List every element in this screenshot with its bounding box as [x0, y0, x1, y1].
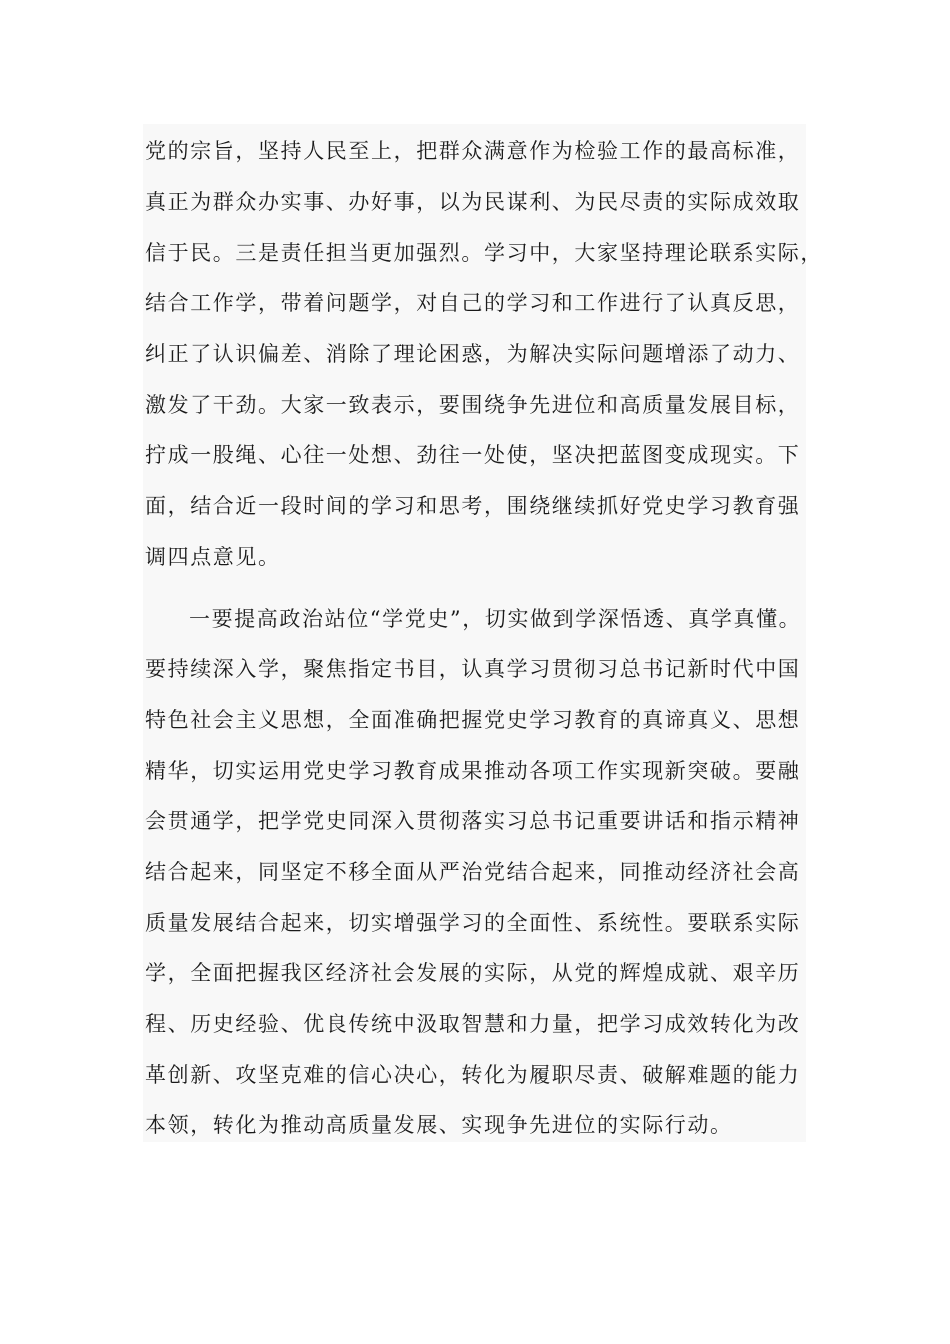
- text-line: 特色社会主义思想，全面准确把握党史学习教育的真谛真义、思想: [145, 708, 801, 732]
- text-block: [143, 124, 823, 1142]
- text-line: 面，结合近一段时间的学习和思考，围绕继续抓好党史学习教育强: [145, 494, 801, 518]
- text-line: 一要提高政治站位“学党史”，切实做到学深悟透、真学真懂。: [189, 607, 802, 631]
- text-line: 本领，转化为推动高质量发展、实现争先进位的实际行动。: [145, 1113, 733, 1137]
- text-line: 纠正了认识偏差、消除了理论困惑，为解决实际问题增添了动力、: [145, 342, 801, 366]
- text-line: 调四点意见。: [145, 545, 281, 569]
- text-line: 会贯通学，把学党史同深入贯彻落实习总书记重要讲话和指示精神: [145, 809, 801, 833]
- text-line: 革创新、攻坚克难的信心决心，转化为履职尽责、破解难题的能力: [145, 1063, 801, 1087]
- text-line: 党的宗旨，坚持人民至上，把群众满意作为检验工作的最高标准，: [145, 139, 801, 163]
- text-line: 拧成一股绳、心往一处想、劲往一处使，坚决把蓝图变成现实。下: [145, 443, 801, 467]
- text-line: 精华，切实运用党史学习教育成果推动各项工作实现新突破。要融: [145, 759, 801, 783]
- text-line: 质量发展结合起来，切实增强学习的全面性、系统性。要联系实际: [145, 911, 801, 935]
- text-line: 要持续深入学，聚焦指定书目，认真学习贯彻习总书记新时代中国: [145, 657, 801, 681]
- text-line: 信于民。三是责任担当更加强烈。学习中，大家坚持理论联系实际，: [145, 241, 823, 265]
- text-line: 结合起来，同坚定不移全面从严治党结合起来，同推动经济社会高: [145, 860, 801, 884]
- text-line: 激发了干劲。大家一致表示，要围绕争先进位和高质量发展目标，: [145, 393, 801, 417]
- text-line: 真正为群众办实事、办好事，以为民谋利、为民尽责的实际成效取: [145, 190, 801, 214]
- text-line: 结合工作学，带着问题学，对自己的学习和工作进行了认真反思，: [145, 291, 801, 315]
- text-line: 程、历史经验、优良传统中汲取智慧和力量，把学习成效转化为改: [145, 1012, 801, 1036]
- text-line: 学，全面把握我区经济社会发展的实际，从党的辉煌成就、艰辛历: [145, 961, 801, 985]
